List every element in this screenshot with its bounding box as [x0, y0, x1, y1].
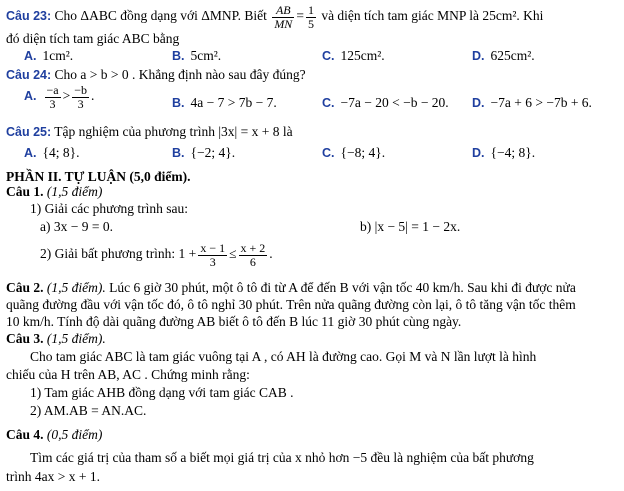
c4-line2: trình 4ax > x + 1. [6, 469, 100, 484]
q25-option-d: D. {−4; 8}. [472, 145, 536, 160]
c1-b: b) |x − 5| = 1 − 2x. [360, 219, 461, 234]
c3-line2: chiếu của H trên AB, AC . Chứng minh rằng: [6, 367, 250, 382]
q23-option-d: D. 625cm². [472, 48, 535, 63]
q23-ratio-fraction: $\frac{AB}{MN}$ [274, 3, 293, 31]
c2-line3: 10 km/h. Tính độ dài quãng đường AB biết ô tô đến B lúc 11 giờ 30 phút cùng ngày. [6, 314, 462, 329]
q23-text2: và diện tích tam giác MNP là 25cm². Khi [321, 8, 544, 24]
q24-option-a: A. $\frac{-a}{3}$ > $\frac{-b}{3}$ . [24, 83, 95, 111]
c2-line1: Câu 2. (1,5 điểm). Lúc 6 giờ 30 phút, một ô tô đi từ A để đến B với vận tốc 40 km/h. Sau khi đi được nửa [6, 280, 576, 295]
q23-option-c: C. 125cm². [322, 48, 385, 63]
q25-text: Tập nghiệm của phương trình |3x| = x + 8 là [54, 124, 293, 139]
c1-s2: 2) Giải bất phương trình: 1 + $\frac{x - 1}{3}$ ≤ $\frac{x + 2}{6}$ . [40, 241, 273, 269]
c3-heading: Câu 3. (1,5 điểm). [6, 331, 106, 346]
c2-line2: quãng đường đầu với vận tốc đó, ô tô nghỉ 30 phút. Trên nửa quãng đường còn lại, ô tô tăng vận tốc thêm [6, 297, 576, 312]
q23-option-b: B. 5cm². [172, 48, 222, 63]
q25-label: Câu 25: [6, 125, 52, 139]
q25-option-a: A. {4; 8}. [24, 145, 80, 160]
c1-heading: Câu 1. (1,5 điểm) [6, 184, 103, 199]
q23-text3: đó diện tích tam giác ABC bằng [6, 31, 180, 46]
q23-label: Câu 23: [6, 9, 52, 24]
q24-option-b: B. 4a − 7 > 7b − 7. [172, 95, 277, 110]
part2-heading: PHẦN II. TỰ LUẬN (5,0 điểm). [6, 169, 191, 184]
q25-option-c: C. {−8; 4}. [322, 145, 386, 160]
q24-line [6, 67, 306, 83]
c1-a: a) 3x − 9 = 0. [40, 219, 113, 234]
q23-line1: Câu 23: Cho ΔABC đồng dạng với ΔMNP. Biết $\frac{AB}{MN}$ = $\frac{1}{5}$ và diện tích tam giác MNP là 25cm². Khi [6, 3, 544, 31]
q24-option-c: C. −7a − 20 < −b − 20. [322, 95, 449, 110]
c4-heading: Câu 4. (0,5 điểm) [6, 427, 103, 442]
c3-line1: Cho tam giác ABC là tam giác vuông tại A , có AH là đường cao. Gọi M và N lần lượt là hình [30, 349, 537, 364]
c1-s1: 1) Giải các phương trình sau: [30, 201, 189, 216]
q23-ratio-value: $\frac{1}{5}$ [307, 3, 314, 31]
c4-line1: Tìm các giá trị của tham số a biết mọi giá trị của x nhỏ hơn −5 đều là nghiệm của bất phương [30, 450, 534, 465]
q23-text1: Cho ΔABC đồng dạng với ΔMNP. Biết [54, 8, 267, 24]
q24-label: Câu 24: [6, 68, 52, 82]
q24-text: Cho a > b > 0 . Khẳng định nào sau đây đúng? [54, 67, 306, 82]
q25-option-b: B. {−2; 4}. [172, 145, 236, 160]
q24-option-d: D. −7a + 6 > −7b + 6. [472, 95, 592, 110]
q25-line [6, 124, 293, 140]
q23-option-a: A. 1cm². [24, 48, 74, 63]
c3-line4: 2) AM.AB = AN.AC. [30, 403, 147, 418]
c3-line3: 1) Tam giác AHB đồng dạng với tam giác CAB . [30, 385, 294, 400]
